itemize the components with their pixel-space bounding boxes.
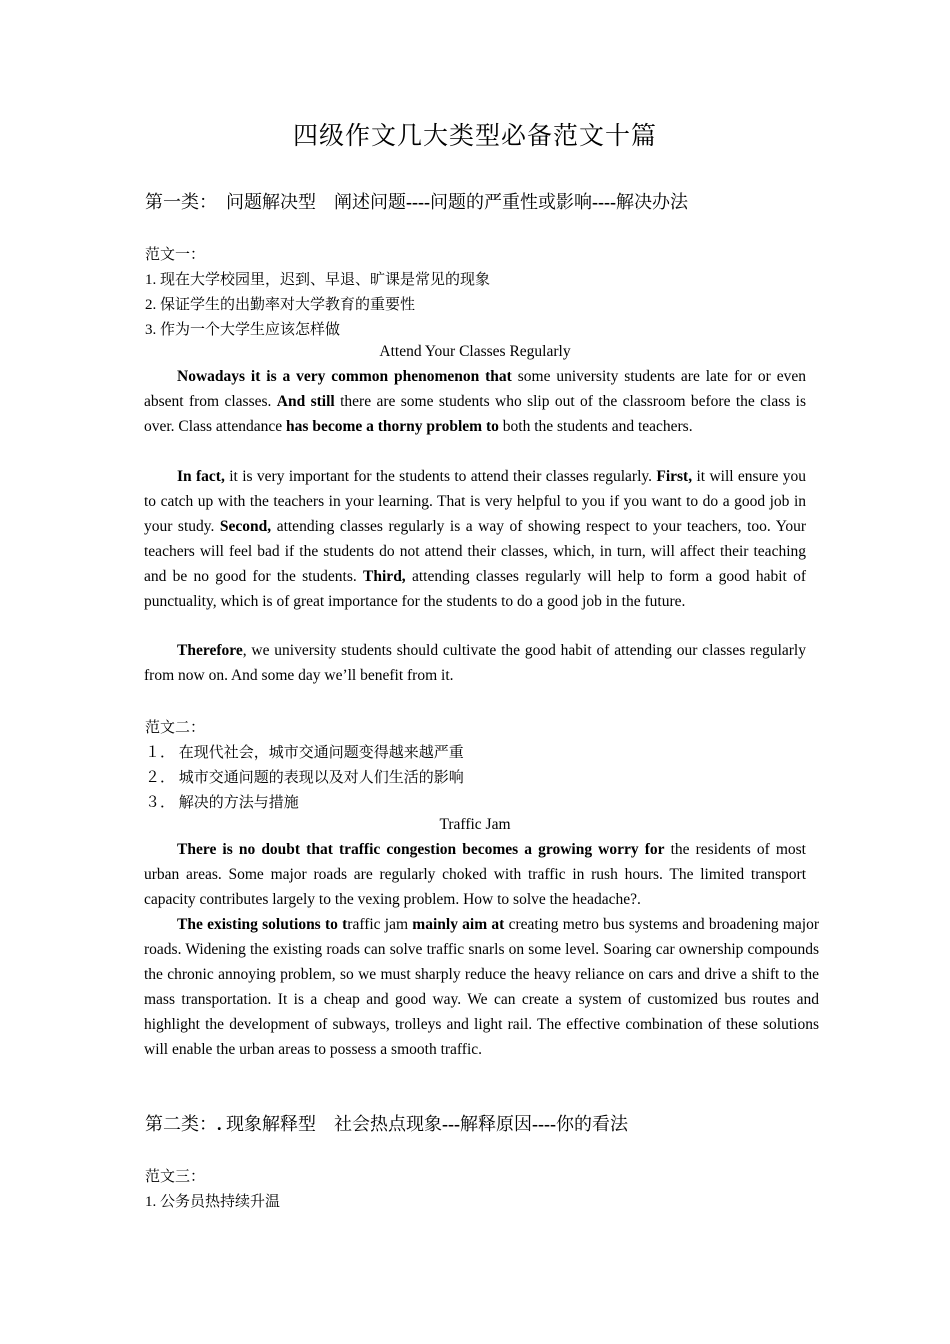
essay-2-outline-item: ３． 解决的方法与措施 (145, 795, 299, 811)
essay-1-label: 范文一： (145, 247, 206, 263)
category-1-prefix: 第一类： 问题解决型 阐述问题 (145, 192, 406, 212)
essay-1-outline-item: 2. 保证学生的出勤率对大学教育的重要性 (145, 297, 416, 313)
essay-1-paragraph-3: Therefore, we university students should cultivate the good habit of attending our classes regularly from now on. And some day we’ll benefit from it. (144, 642, 806, 684)
category-2-mid: 现象解释型 社会热点现象 (221, 1114, 442, 1134)
essay-3-outline-item: 1. 公务员热持续升温 (145, 1194, 281, 1210)
essay-2-heading: Traffic Jam (439, 816, 511, 833)
essay-1-heading: Attend Your Classes Regularly (379, 343, 571, 360)
category-2-dot: . (217, 1114, 222, 1134)
essay-2-label: 范文二： (145, 720, 206, 736)
category-1-heading (145, 188, 688, 214)
essay-1-outline-item: 3. 作为一个大学生应该怎样做 (145, 322, 341, 338)
essay-2-outline-item: １． 在现代社会，城市交通问题变得越来越严重 (145, 745, 464, 761)
category-2-dash-1: --- (442, 1114, 460, 1134)
category-1-dash-1: ---- (406, 192, 430, 212)
essay-3-label: 范文三： (145, 1169, 206, 1185)
category-2-prefix: 第二类： (145, 1114, 217, 1134)
category-2-heading (145, 1110, 628, 1136)
category-1-end: 解决办法 (615, 192, 688, 212)
category-1-mid: 问题的严重性或影响 (429, 192, 592, 212)
essay-1-outline-item: 1. 现在大学校园里，迟到、早退、旷课是常见的现象 (145, 272, 491, 288)
category-2-mid-2: 解释原因 (459, 1114, 532, 1134)
essay-2-paragraph-1: There is no doubt that traffic congestion becomes a growing worry for the residents of most urban areas. Some major roads are regularly choked with traffic in rush hours. The limited transport capacity contributes largely to the vexing problem. How to solve the headache?. (144, 841, 806, 908)
essay-2-outline-item: ２． 城市交通问题的表现以及对人们生活的影响 (145, 770, 464, 786)
category-2-dash-2: ---- (531, 1114, 556, 1134)
essay-1-paragraph-1: Nowadays it is a very common phenomenon that some university students are late for or even absent from classes. And still there are some students who slip out of the classroom before the class is over. Class attendance has become a thorny problem to both the students and teachers. (144, 368, 806, 435)
category-2-end: 你的看法 (555, 1114, 628, 1134)
essay-1-paragraph-2: In fact, it is very important for the students to attend their classes regularly. First, it will ensure you to catch up with the teachers in your learning. That is very helpful to you if you want to do a good job in your study. Second, attending classes regularly is a way of showing respect to your teachers, too. Your teachers will feel bad if the students do not attend their classes, which, in turn, will affect their teaching and be no good for the students. Third, attending classes regularly will help to form a good habit of punctuality, which is of great importance for the students to do a good job in the future. (144, 468, 807, 610)
essay-2-paragraph-2: The existing solutions to traffic jam mainly aim at creating metro bus systems and broadening major roads. Widening the existing roads can solve traffic snarls on some level. Soaring car ownership compounds the chronic annoying problem, so we must sharply reduce the heavy reliance on cars and drive a shift to the mass transportation. It is a cheap and good way. We can create a system of customized bus routes and highlight the development of subways, trolleys and light rail. The effective combination of these solutions will enable the urban areas to possess a smooth traffic. (144, 916, 819, 1058)
document-title: 四级作文几大类型必备范文十篇 (292, 123, 657, 150)
category-1-dash-2: ---- (591, 192, 616, 212)
